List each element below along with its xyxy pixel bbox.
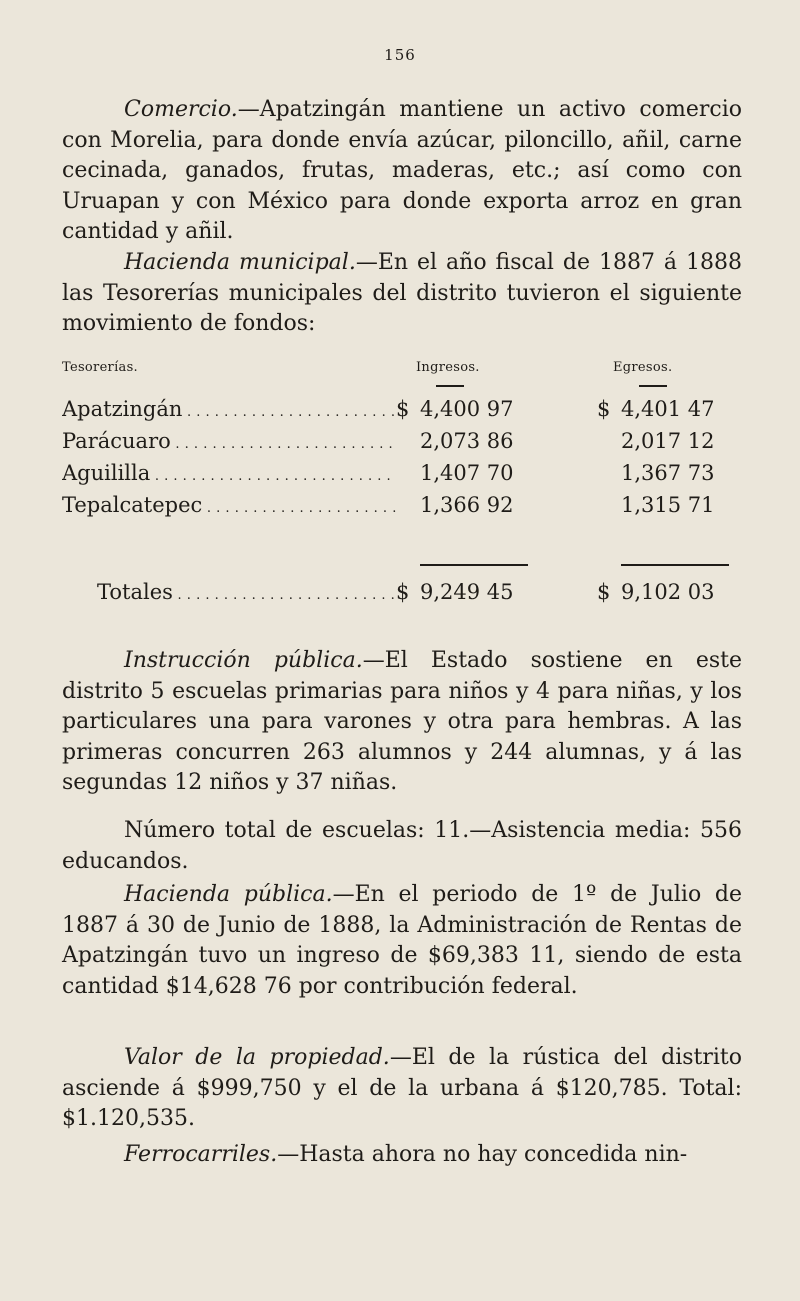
funds-table <box>62 360 742 620</box>
text-hacienda-municipal: —En el año fiscal de 1887 á 1888 las Tesorerías municipales del distrito tuvieron el siguiente movimiento de fondos: <box>62 250 742 337</box>
currency-sign: $ <box>597 580 611 604</box>
row-egresos: 4,401 47 <box>621 397 715 421</box>
heading-comercio: Comercio. <box>124 97 238 122</box>
heading-instruccion-publica: Instrucción pública. <box>124 648 363 673</box>
row-name: Tepalcatepec . . . <box>62 493 396 517</box>
totals-label: Totales . . . <box>97 580 396 604</box>
row-ingresos: 1,407 70 <box>420 461 514 485</box>
table-row <box>62 429 742 459</box>
header-ingresos: Ingresos. <box>416 360 480 375</box>
paragraph-numero-escuelas <box>62 816 742 877</box>
totals-ingresos: 9,249 45 <box>420 580 514 604</box>
row-name: Aguililla . . . <box>62 461 396 485</box>
currency-sign: $ <box>597 397 611 421</box>
text-hacienda-publica: —En el periodo de 1º de Julio de 1887 á 30 de Junio de 1888, la Administración de Rentas de Apatzingán tuvo un ingreso de $69,383 11, siendo de esta cantidad $14,628 76 por contribución federal. <box>62 882 742 999</box>
row-egresos: 1,315 71 <box>621 493 715 517</box>
row-ingresos: 4,400 97 <box>420 397 514 421</box>
currency-sign: $ <box>396 580 410 604</box>
text-instruccion-publica: —El Estado sostiene en este distrito 5 escuelas primarias para niños y 4 para niñas, y los particulares una para varones y otra para hembras. A las primeras concurren 263 alumnos y 244 alumnas, y á las segundas 12 niños y 37 niñas. <box>62 648 742 796</box>
sum-rule-egresos <box>621 564 729 566</box>
heading-hacienda-municipal: Hacienda municipal. <box>124 250 356 275</box>
paragraph-valor-propiedad <box>62 1043 742 1135</box>
table-row <box>62 397 742 427</box>
row-name: Apatzingán . . . <box>62 397 396 421</box>
page-number: 156 <box>384 46 416 64</box>
heading-valor-propiedad: Valor de la propiedad. <box>124 1045 390 1070</box>
row-ingresos: 2,073 86 <box>420 429 514 453</box>
heading-ferrocarriles: Ferrocarriles. <box>124 1142 278 1167</box>
row-name: Parácuaro . . . <box>62 429 396 453</box>
row-egresos: 1,367 73 <box>621 461 715 485</box>
currency-sign: $ <box>396 397 410 421</box>
paragraph-instruccion-publica <box>62 646 742 799</box>
header-egresos: Egresos. <box>613 360 673 375</box>
row-ingresos: 1,366 92 <box>420 493 514 517</box>
paragraph-ferrocarriles <box>62 1140 742 1171</box>
header-ingresos-underline <box>436 385 464 387</box>
table-row <box>62 461 742 491</box>
row-egresos: 2,017 12 <box>621 429 715 453</box>
sum-rule-ingresos <box>420 564 528 566</box>
table-row <box>62 493 742 523</box>
totals-egresos: 9,102 03 <box>621 580 715 604</box>
text-comercio: —Apatzingán mantiene un activo comercio con Morelia, para donde envía azúcar, piloncillo, añil, carne cecinada, ganados, frutas, maderas, etc.; así como con Uruapan y con México para donde exporta arroz en gran cantidad y añil. <box>62 97 742 245</box>
paragraph-hacienda-publica <box>62 880 742 1002</box>
paragraph-hacienda-municipal <box>62 248 742 340</box>
header-tesorerias: Tesorerías. <box>62 360 138 375</box>
header-egresos-underline <box>639 385 667 387</box>
text-ferrocarriles: —Hasta ahora no hay concedida nin- <box>277 1142 688 1167</box>
heading-hacienda-publica: Hacienda pública. <box>124 882 333 907</box>
totals-row <box>62 580 742 610</box>
text-valor-propiedad: —El de la rústica del distrito asciende á $999,750 y el de la urbana á $120,785. Total: $1.120,535. <box>62 1045 742 1132</box>
text-numero-escuelas: Número total de escuelas: 11.—Asistencia media: 556 educandos. <box>62 818 742 874</box>
paragraph-comercio <box>62 95 742 248</box>
